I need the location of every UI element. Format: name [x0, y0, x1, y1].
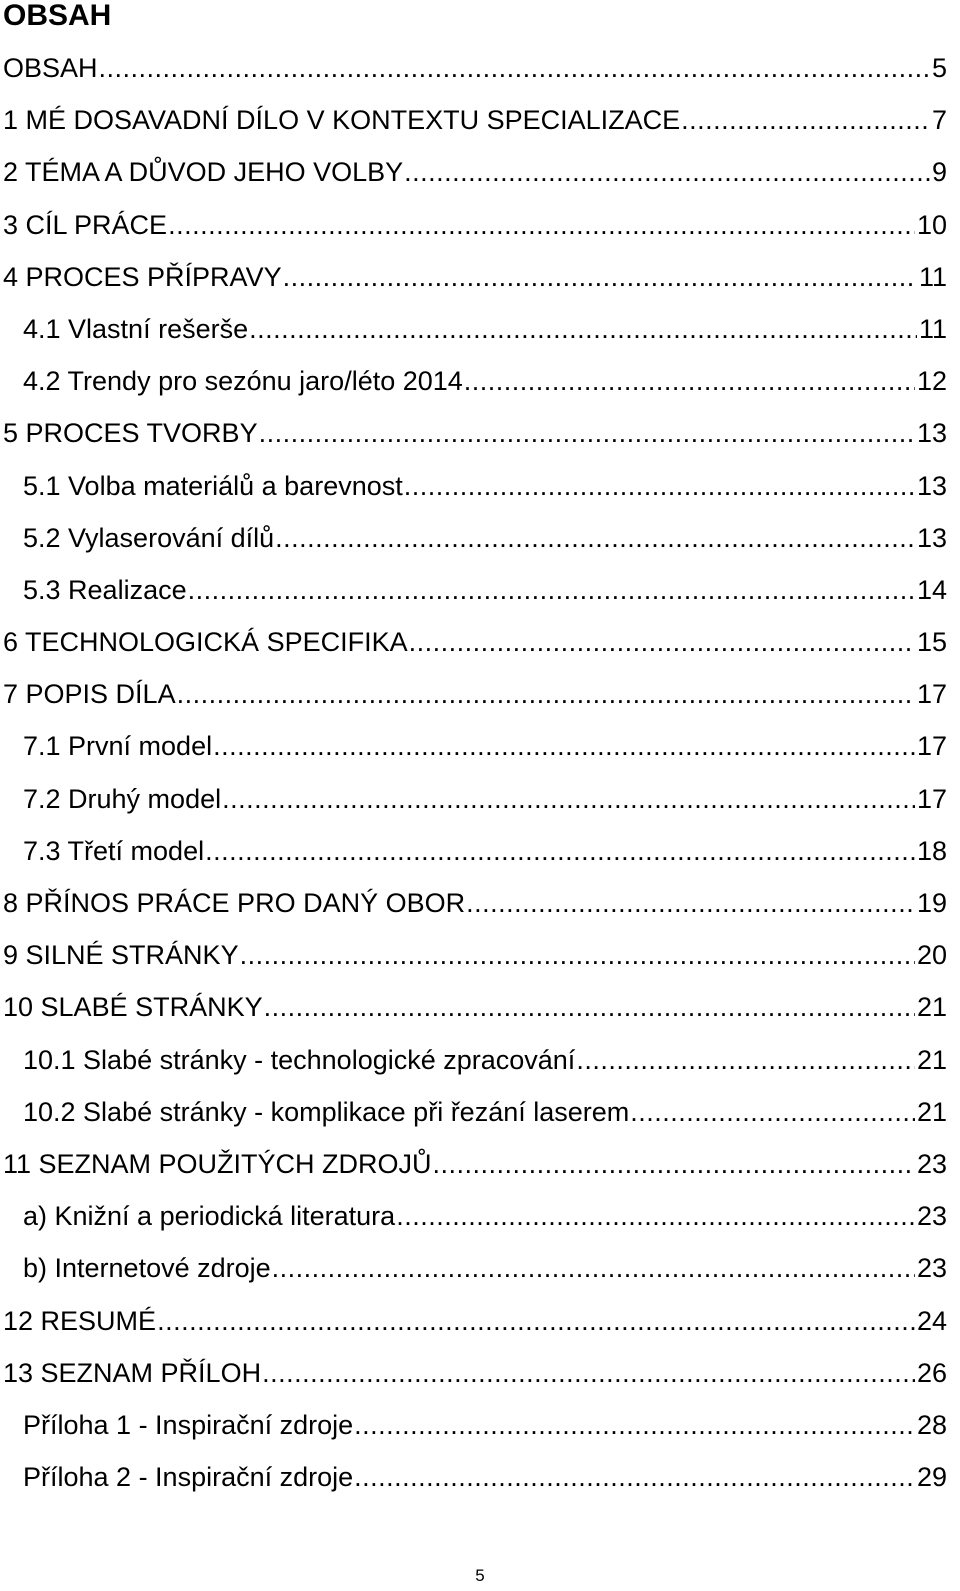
toc-entry-title: 13 SEZNAM PŘÍLOH	[3, 1357, 262, 1388]
toc-entry[interactable]	[3, 94, 947, 146]
toc-entry-page: 15	[916, 627, 947, 658]
toc-entry-page: 19	[916, 888, 947, 918]
toc-entry-page: 23	[916, 1148, 947, 1179]
toc-entry[interactable]	[3, 407, 947, 459]
toc-dot-leader	[262, 1347, 915, 1399]
toc-entry-page: 12	[916, 366, 947, 397]
toc-dot-leader	[283, 251, 917, 303]
toc-dot-leader	[272, 1242, 915, 1294]
toc-entry-page: 11	[918, 313, 947, 344]
toc-dot-leader	[354, 1399, 915, 1451]
toc-entry[interactable]	[3, 1086, 947, 1138]
toc-dot-leader	[249, 303, 917, 355]
toc-entry-page: 9	[931, 157, 947, 188]
toc-dot-leader	[576, 1034, 915, 1086]
toc-dot-leader	[464, 355, 915, 407]
toc-entry[interactable]	[3, 355, 947, 407]
toc-entry-title: 7.1 První model	[23, 731, 213, 762]
toc-entry-title: 7 POPIS DÍLA	[3, 679, 176, 710]
toc-entry-title: 7.2 Druhý model	[23, 783, 222, 814]
toc-entry-page: 18	[916, 835, 947, 866]
toc-entry[interactable]	[3, 1347, 947, 1399]
toc-entry[interactable]	[3, 773, 947, 825]
toc-entry-page: 13	[916, 418, 947, 449]
toc-entry[interactable]	[3, 1138, 947, 1190]
toc-entry-page: 21	[916, 1096, 947, 1127]
toc-entry[interactable]	[3, 199, 947, 251]
toc-entry-page: 20	[916, 940, 947, 971]
toc-entry-page: 17	[916, 679, 947, 710]
toc-entry[interactable]	[3, 825, 947, 877]
toc-dot-leader	[99, 42, 930, 94]
toc-entry-title: 4.2 Trendy pro sezónu jaro/léto 2014	[23, 366, 463, 397]
toc-entry-title: 8 PŘÍNOS PRÁCE PRO DANÝ OBOR	[3, 888, 466, 918]
toc-dot-leader	[404, 146, 930, 198]
toc-entry-title: Příloha 1 - Inspirační zdroje	[23, 1409, 354, 1440]
toc-entry-title: 5 PROCES TVORBY	[3, 418, 258, 449]
toc-dot-leader	[213, 720, 915, 772]
toc-entry[interactable]	[3, 512, 947, 564]
toc-entry-title: 4.1 Vlastní rešerše	[23, 313, 249, 344]
toc-entry-page: 29	[916, 1462, 947, 1493]
toc-dot-leader	[188, 564, 915, 616]
toc-entry-page: 5	[931, 53, 947, 83]
toc-entry-page: 21	[916, 992, 947, 1023]
toc-dot-leader	[396, 1190, 915, 1242]
toc-dot-leader	[681, 94, 930, 146]
toc-entry-title: 5.2 Vylaserování dílů	[23, 522, 275, 553]
toc-entry[interactable]	[3, 146, 947, 198]
toc-dot-leader	[264, 981, 915, 1033]
toc-entry-page: 7	[931, 105, 947, 136]
toc-entry[interactable]	[3, 42, 947, 94]
toc-dot-leader	[240, 929, 915, 981]
toc-dot-leader	[409, 616, 915, 668]
toc-entry[interactable]	[3, 1295, 947, 1347]
toc-dot-leader	[205, 825, 915, 877]
toc-entry-title: 11 SEZNAM POUŽITÝCH ZDROJŮ	[3, 1148, 432, 1179]
toc-entry[interactable]	[3, 460, 947, 512]
toc-entry[interactable]	[3, 1451, 947, 1503]
toc-entry-page: 28	[916, 1409, 947, 1440]
toc-entry-title: 5.1 Volba materiálů a barevnost	[23, 470, 403, 501]
toc-entry[interactable]	[3, 251, 947, 303]
footer-page-number: 5	[475, 1566, 485, 1585]
toc-entry-title: 6 TECHNOLOGICKÁ SPECIFIKA	[3, 627, 408, 658]
table-of-contents	[3, 42, 947, 1503]
toc-entry-page: 23	[916, 1201, 947, 1232]
toc-dot-leader	[157, 1295, 915, 1347]
toc-entry-title: 7.3 Třetí model	[23, 835, 205, 866]
toc-entry-title: b) Internetové zdroje	[23, 1253, 271, 1284]
toc-entry-title: 2 TÉMA A DŮVOD JEHO VOLBY	[3, 157, 404, 188]
toc-entry[interactable]	[3, 1399, 947, 1451]
toc-entry[interactable]	[3, 929, 947, 981]
toc-entry-page: 13	[916, 470, 947, 501]
toc-entry[interactable]	[3, 303, 947, 355]
toc-entry[interactable]	[3, 616, 947, 668]
toc-dot-leader	[168, 199, 915, 251]
toc-dot-leader	[630, 1086, 915, 1138]
toc-entry-page: 26	[916, 1357, 947, 1388]
toc-dot-leader	[433, 1138, 915, 1190]
toc-entry-title: a) Knižní a periodická literatura	[23, 1201, 396, 1232]
toc-entry-page: 14	[916, 574, 947, 605]
toc-entry-title: 10.1 Slabé stránky - technologické zpracování	[23, 1044, 576, 1075]
toc-entry-title: Příloha 2 - Inspirační zdroje	[23, 1462, 354, 1493]
toc-dot-leader	[404, 460, 915, 512]
toc-entry[interactable]	[3, 877, 947, 929]
toc-entry-title: 9 SILNÉ STRÁNKY	[3, 940, 239, 971]
toc-dot-leader	[259, 407, 915, 459]
toc-entry-title: 12 RESUMÉ	[3, 1305, 157, 1336]
page-heading: OBSAH	[3, 0, 112, 32]
toc-entry[interactable]	[3, 981, 947, 1033]
toc-entry-page: 17	[916, 783, 947, 814]
toc-dot-leader	[275, 512, 915, 564]
toc-entry-page: 10	[916, 209, 947, 240]
toc-entry[interactable]	[3, 720, 947, 772]
toc-entry-page: 17	[916, 731, 947, 762]
toc-entry-title: OBSAH	[3, 53, 98, 83]
toc-entry-page: 23	[916, 1253, 947, 1284]
toc-entry[interactable]	[3, 1242, 947, 1294]
toc-dot-leader	[177, 668, 915, 720]
toc-entry[interactable]	[3, 1034, 947, 1086]
toc-entry-page: 21	[916, 1044, 947, 1075]
toc-dot-leader	[222, 773, 915, 825]
toc-entry-title: 10 SLABÉ STRÁNKY	[3, 992, 263, 1023]
toc-entry-title: 1 MÉ DOSAVADNÍ DÍLO V KONTEXTU SPECIALIZACE	[3, 105, 681, 136]
toc-dot-leader	[466, 877, 915, 929]
toc-dot-leader	[354, 1451, 915, 1503]
toc-entry-page: 13	[916, 522, 947, 553]
toc-entry[interactable]	[3, 564, 947, 616]
toc-entry-title: 4 PROCES PŘÍPRAVY	[3, 261, 282, 292]
toc-entry[interactable]	[3, 1190, 947, 1242]
toc-entry[interactable]	[3, 668, 947, 720]
toc-entry-title: 3 CÍL PRÁCE	[3, 209, 168, 240]
toc-entry-page: 24	[916, 1305, 947, 1336]
toc-entry-title: 5.3 Realizace	[23, 574, 187, 605]
toc-entry-page: 11	[918, 261, 947, 292]
toc-entry-title: 10.2 Slabé stránky - komplikace při řezání laserem	[23, 1096, 630, 1127]
